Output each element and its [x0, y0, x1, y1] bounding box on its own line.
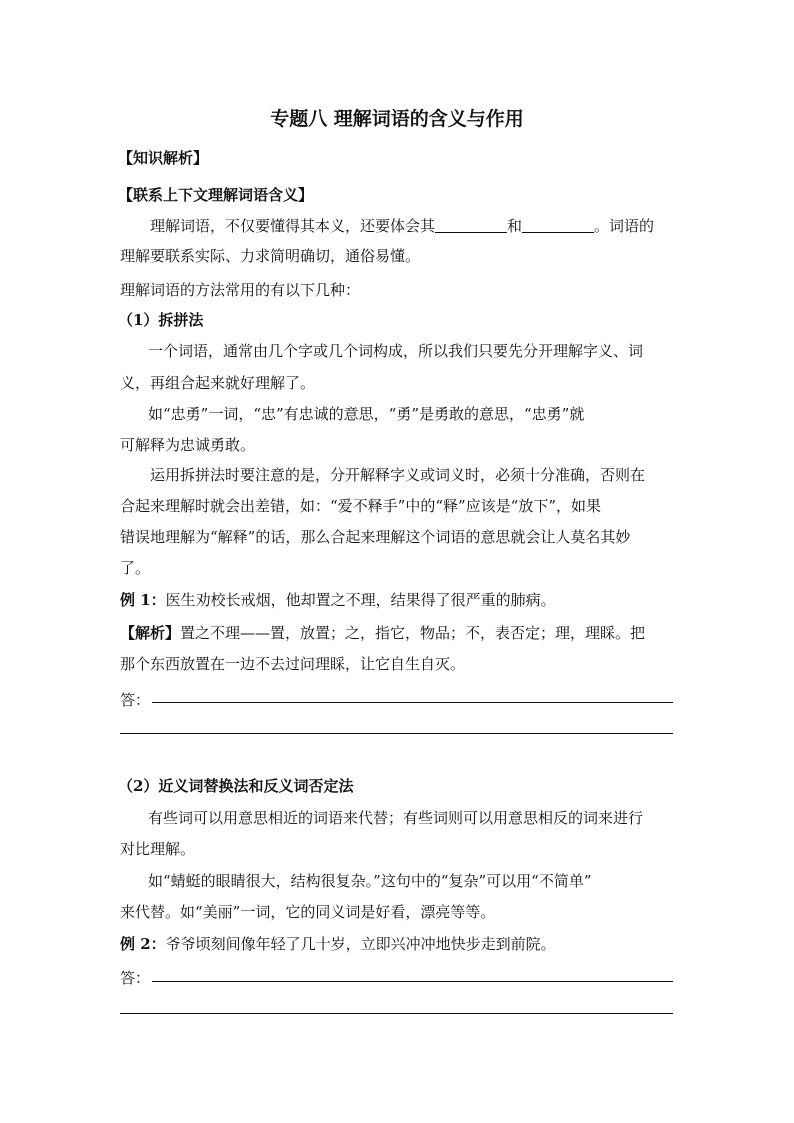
intro-line-3: 理解词语的方法常用的有以下几种：: [120, 281, 361, 299]
example-1-text: 医生劝校长戒烟，他却置之不理，结果得了很严重的肺病。: [165, 591, 556, 609]
method1-p1-line2: 义，再组合起来就好理解了。: [120, 374, 316, 392]
example-2-text: 爷爷顷刻间像年轻了几十岁，立即兴冲冲地快步走到前院。: [165, 935, 556, 953]
method2-p1-line2: 对比理解。: [120, 840, 196, 858]
example-1-label: 例 1：: [120, 591, 166, 609]
answer-1-line-1[interactable]: [152, 702, 673, 703]
page-title: 专题八 理解词语的含义与作用: [270, 108, 524, 130]
example-1: [120, 589, 556, 611]
method1-p1-line1: 一个词语，通常由几个字或几个词构成，所以我们只要先分开理解字义、词: [148, 342, 644, 360]
method1-p3-line4: 了。: [120, 559, 151, 577]
answer-2-label: 答：: [120, 969, 151, 987]
method1-p3-line1: 运用拆拼法时要注意的是，分开解释字义或词义时，必须十分准确，否则在: [150, 466, 646, 484]
example-2: [120, 933, 556, 955]
method2-p2-line2: 来代替。如“美丽”一词，它的同义词是好看，漂亮等等。: [120, 903, 496, 921]
method2-heading: （2）近义词替换法和反义词否定法: [118, 777, 354, 795]
method1-p2-line2: 可解释为忠诚勇敢。: [120, 436, 256, 454]
answer-1-line-2[interactable]: [120, 733, 673, 734]
method2-p1-line1: 有些词可以用意思相近的词语来代替；有些词则可以用意思相反的词来进行: [148, 809, 644, 827]
answer-2-line-2[interactable]: [120, 1013, 673, 1014]
fill-blank-2[interactable]: [522, 217, 594, 233]
intro-text-a: 理解词语，不仅要懂得其本义，还要体会其: [150, 217, 436, 235]
intro-text-c: 。词语的: [594, 217, 655, 235]
analysis-label: 【解析】: [120, 624, 181, 642]
section-heading-knowledge: 【知识解析】: [118, 149, 209, 167]
method1-p2-line1: 如“忠勇”一词，“忠”有忠诚的意思，“勇”是勇敢的意思，“忠勇”就: [148, 405, 585, 423]
analysis-line-1: [120, 622, 645, 644]
section-heading-context: 【联系上下文理解词语含义】: [118, 186, 314, 204]
analysis-text-1: 置之不理——置，放置；之，指它，物品；不，表否定；理，理睬。把: [180, 624, 646, 642]
example-2-label: 例 2：: [120, 935, 166, 953]
intro-text-b: 和: [507, 217, 523, 235]
answer-1-label: 答：: [120, 691, 151, 709]
intro-line-1: [150, 215, 654, 237]
method1-p3-line3: 错误地理解为“解释”的话，那么合起来理解这个词语的意思就会让人莫名其妙: [120, 528, 631, 546]
fill-blank-1[interactable]: [435, 217, 507, 233]
method1-p3-line2: 合起来理解时就会出差错，如：“爱不释手”中的“释”应该是“放下”，如果: [120, 497, 602, 515]
analysis-line-2: 那个东西放置在一边不去过问理睬，让它自生自灭。: [120, 655, 466, 673]
answer-2-line-1[interactable]: [152, 981, 673, 982]
method2-p2-line1: 如“蜻蜓的眼睛很大，结构很复杂。”这句中的“复杂”可以用“不简单”: [148, 872, 592, 890]
method1-heading: （1）拆拼法: [118, 311, 204, 329]
intro-line-2: 理解要联系实际、力求简明确切，通俗易懂。: [120, 247, 421, 265]
